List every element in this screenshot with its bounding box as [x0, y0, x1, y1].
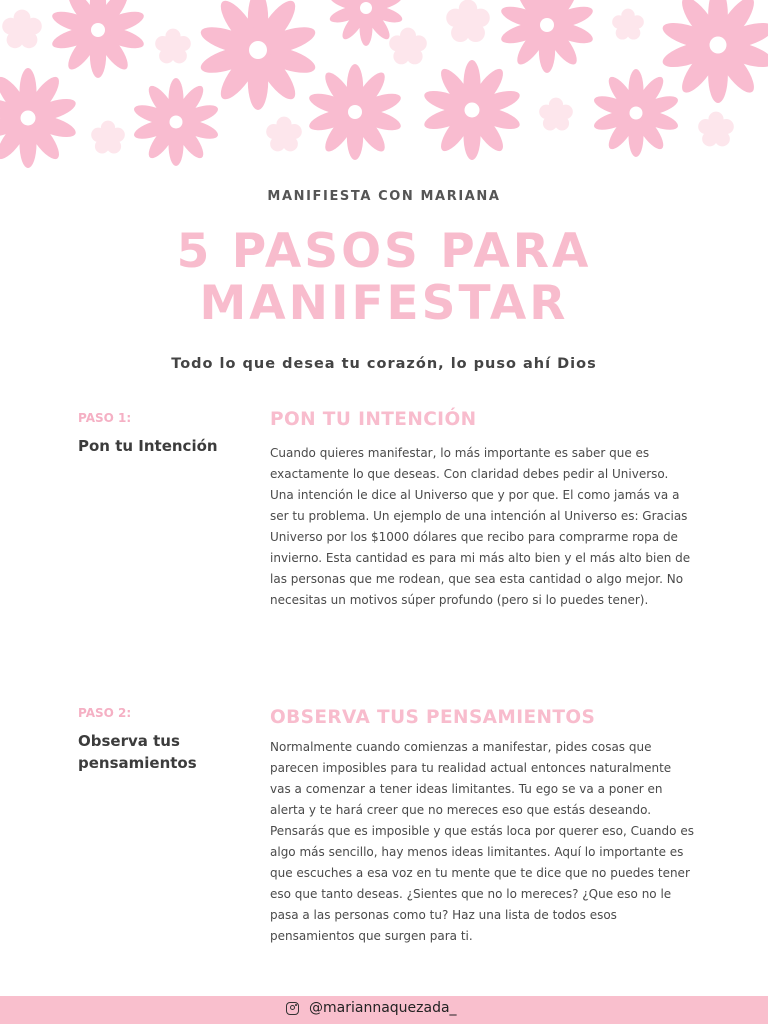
subtitle: Todo lo que desea tu corazón, lo puso ahí Dios — [171, 356, 597, 372]
pink-flower — [50, 0, 146, 78]
pink-flower — [499, 0, 595, 73]
title-line-1: 5 PASOS PARA — [176, 224, 592, 279]
light-blossom — [446, 0, 490, 42]
instagram-handle[interactable]: @mariannaquezada_ — [309, 1000, 457, 1016]
step-1-heading: PON TU INTENCIÓN — [270, 409, 477, 430]
step-1-body: Cuando quieres manifestar, lo más importante es saber que es exactamente lo que deseas. Con claridad debes pedir al Universo. Una intención le dice al Universo que y por que. El como jamás va a ser tu problema. Un ejemplo de una intención al Universo es: Gracias Universo por los $1000 dólares que recibo para comprarme ropa de invierno. Esta cantidad es para mi más alto bien y el más alto bien de las personas que me rodean, que sea esta cantidad o algo mejor. No necesitas un motivos súper profundo (pero si lo puedes tener). — [270, 446, 691, 607]
light-blossom — [155, 29, 191, 64]
light-blossom — [698, 112, 734, 147]
light-blossom — [91, 121, 125, 154]
step-1-label: PASO 1: — [78, 411, 132, 425]
step-2-name: Observa tus pensamientos — [78, 732, 197, 772]
brand-name: MANIFIESTA CON MARIANA — [267, 189, 501, 204]
footer-bar — [0, 996, 768, 1024]
instagram-link[interactable] — [286, 1000, 457, 1016]
light-blossom — [2, 10, 42, 49]
instagram-icon — [286, 1002, 299, 1015]
step-2-body: Normalmente cuando comienzas a manifestar, pides cosas que parecen imposibles para tu realidad actual entonces naturalmente vas a comenzar a tener ideas limitantes. Tu ego se va a poner en alerta y te hará creer que no mereces eso que estás deseando. Pensarás que es imposible y que estás loca por querer eso, Cuando es algo más sencillo, hay menos ideas limitantes. Aquí lo importante es que escuches a esa voz en tu mente que te dice que no puedes tener eso que tanto deseas. ¿Sientes que no lo mereces? ¿Que eso no le pasa a las personas como tu? Haz una lista de todos esos pensamientos que surgen para ti. — [270, 740, 694, 943]
light-blossom — [539, 98, 573, 131]
step-1-name: Pon tu Intención — [78, 437, 218, 455]
flower-banner — [0, 0, 768, 180]
page-title — [0, 226, 768, 330]
title-line-2: MANIFESTAR — [199, 276, 569, 331]
step-2-label: PASO 2: — [78, 706, 132, 720]
step-2-heading: OBSERVA TUS PENSAMIENTOS — [270, 707, 596, 728]
light-blossom — [266, 117, 302, 152]
light-blossom — [612, 9, 644, 40]
pink-flower — [0, 68, 78, 168]
light-blossom — [389, 28, 427, 65]
